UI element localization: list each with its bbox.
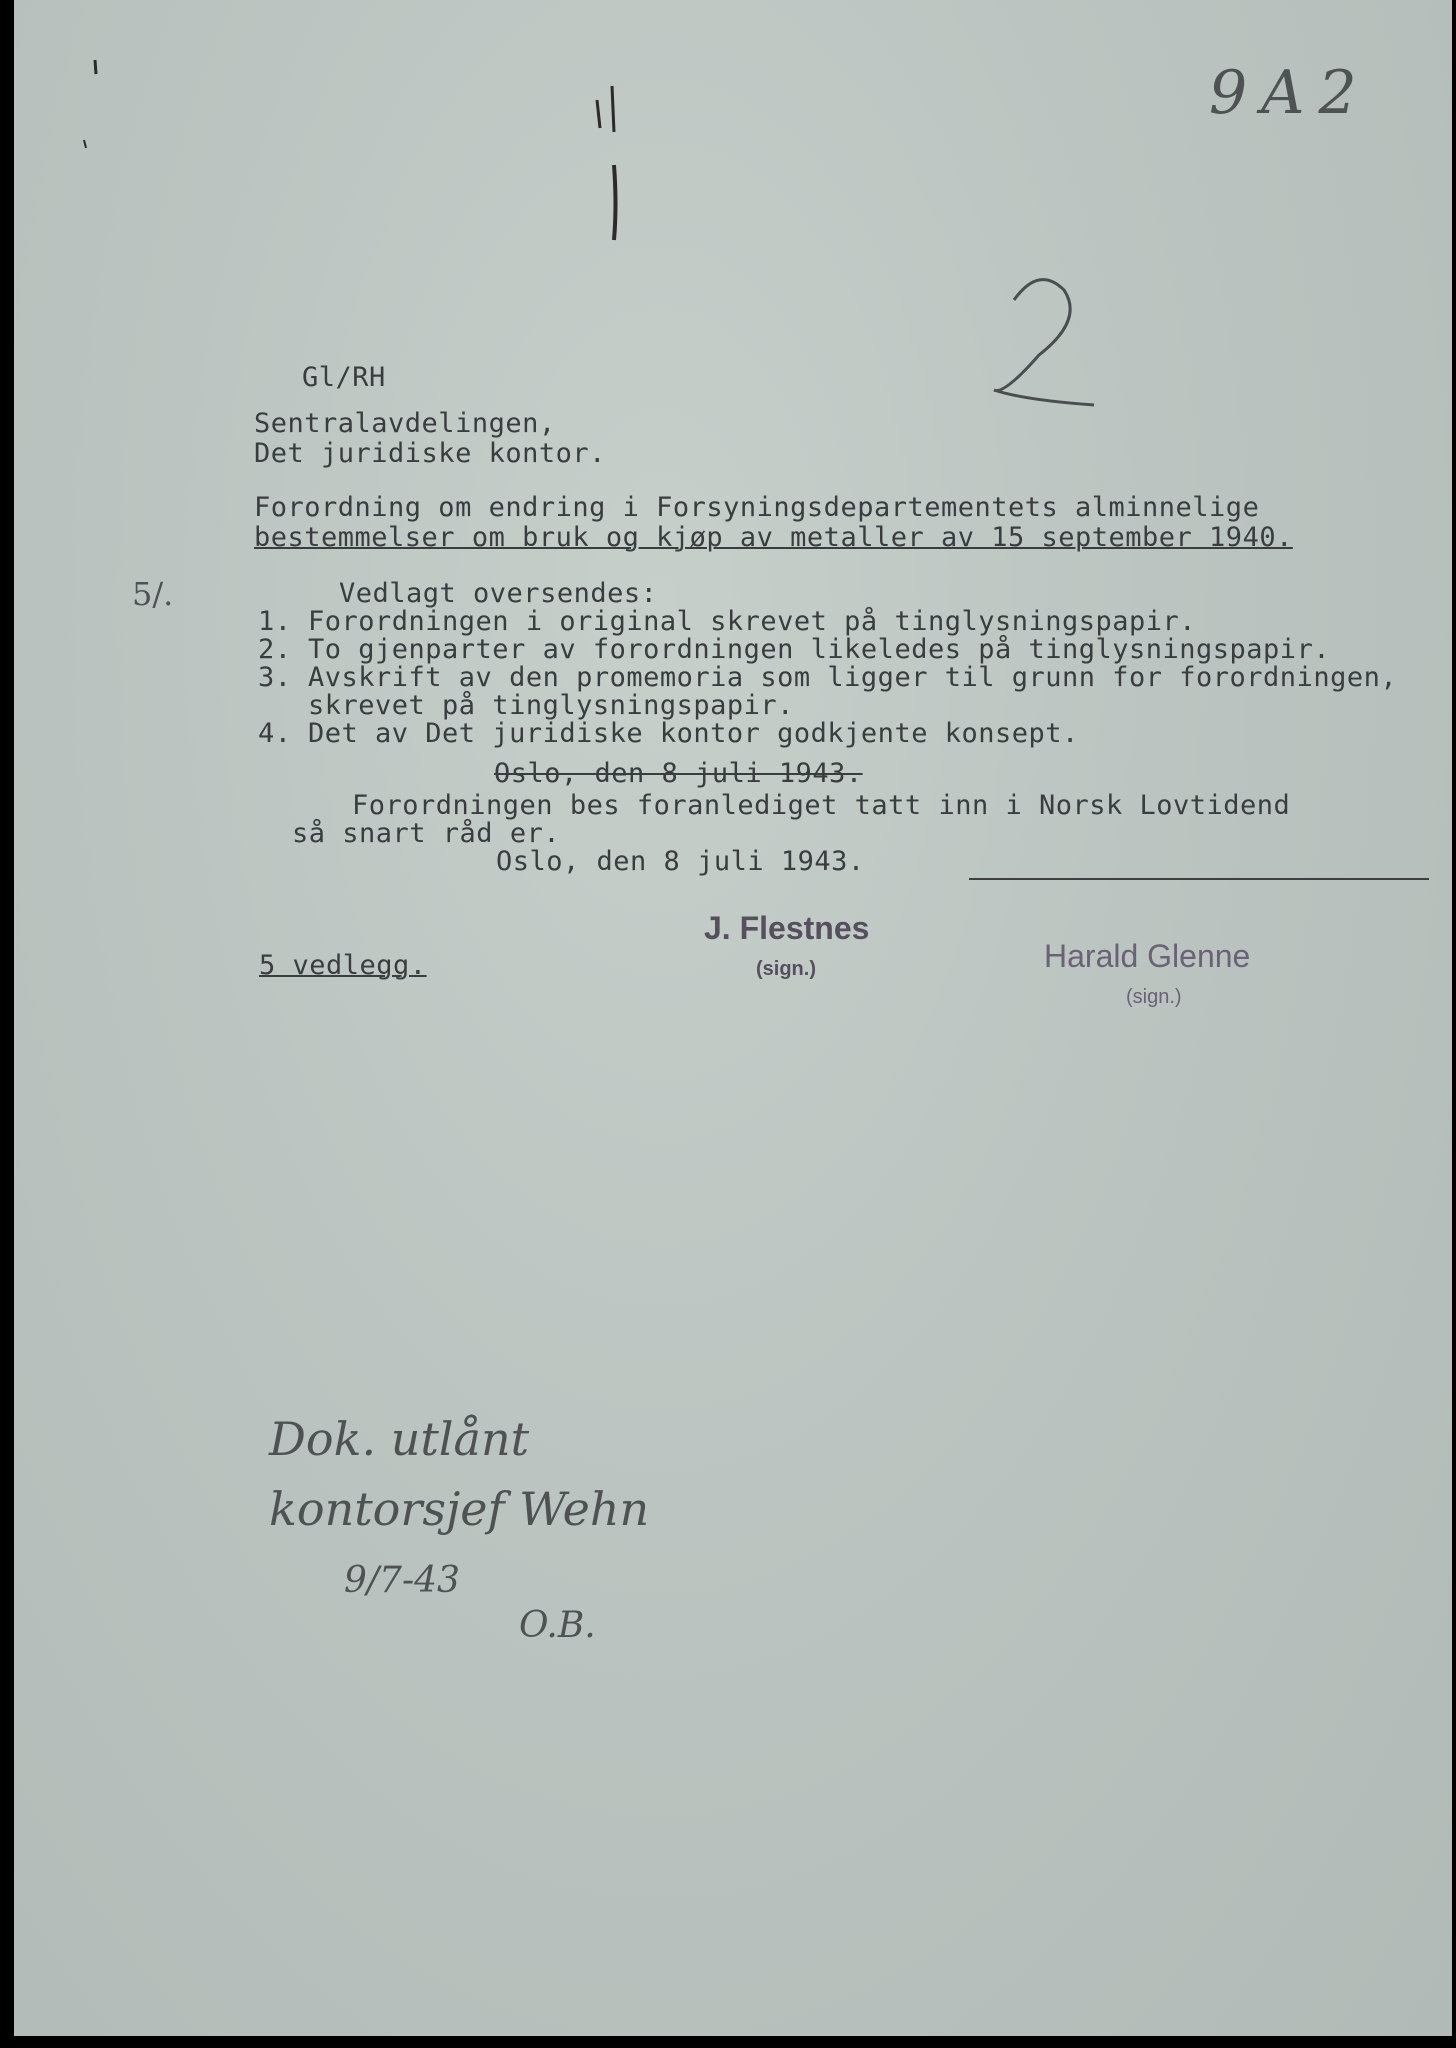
list-item: Det av Det juridiske kontor godkjente konsept. [308, 718, 1079, 749]
list-item: Avskrift av den promemoria som ligger til grunn for forordningen, [308, 662, 1398, 693]
page-number [1054, 290, 1055, 291]
list-item-continued: skrevet på tinglysningspapir. [308, 690, 794, 721]
archive-ref: 9A2 [1209, 58, 1371, 128]
handwritten-note-line-2: kontorsjef Wehn [269, 1482, 650, 1536]
handwritten-initials: O.B. [519, 1605, 596, 1646]
signature-note-1: (sign.) [756, 958, 816, 980]
subject-line-1: Forordning om endring i Forsyningsdepartementets alminnelige [254, 492, 1260, 523]
request-line-2: så snart råd er. [292, 818, 561, 849]
attachments-count: 5 vedlegg. [259, 950, 427, 981]
request-line-1: Forordningen bes foranlediget tatt inn i Norsk Lovtidend [352, 790, 1291, 821]
document-date: Oslo, den 8 juli 1943. [496, 846, 865, 877]
list-item-number: 3. [258, 662, 292, 693]
list-item: To gjenparter av forordningen likeledes på tinglysningspapir. [308, 634, 1331, 665]
list-item-number: 1. [258, 606, 292, 637]
list-item: Forordningen i original skrevet på tinglysningspapir. [308, 606, 1197, 637]
struck-date: Oslo, den 8 juli 1943. [494, 758, 863, 789]
signature-line [969, 878, 1429, 880]
handwritten-note-line-1: Dok. utlånt [269, 1412, 530, 1466]
list-item-number: 2. [258, 634, 292, 665]
subject-line-2: bestemmelser om bruk og kjøp av metaller av 15 september 1940. [254, 522, 1293, 553]
pencil-marks [14, 0, 1452, 2036]
document-page [14, 0, 1452, 2036]
handwritten-note-date: 9/7-43 [344, 1560, 460, 1601]
recipient-line-2: Det juridiske kontor. [254, 438, 606, 469]
recipient-line-1: Sentralavdelingen, [254, 408, 556, 439]
list-item-number: 4. [258, 718, 292, 749]
page-number-mark [994, 280, 1094, 405]
reference-code: Gl/RH [302, 362, 386, 393]
signature-stamp-2: Harald Glenne [1044, 938, 1251, 974]
signature-stamp-1: J. Flestnes [704, 910, 870, 946]
signature-note-2: (sign.) [1126, 986, 1182, 1008]
margin-reference: 5/. [132, 575, 174, 613]
intro-text: Vedlagt oversendes: [339, 578, 658, 609]
